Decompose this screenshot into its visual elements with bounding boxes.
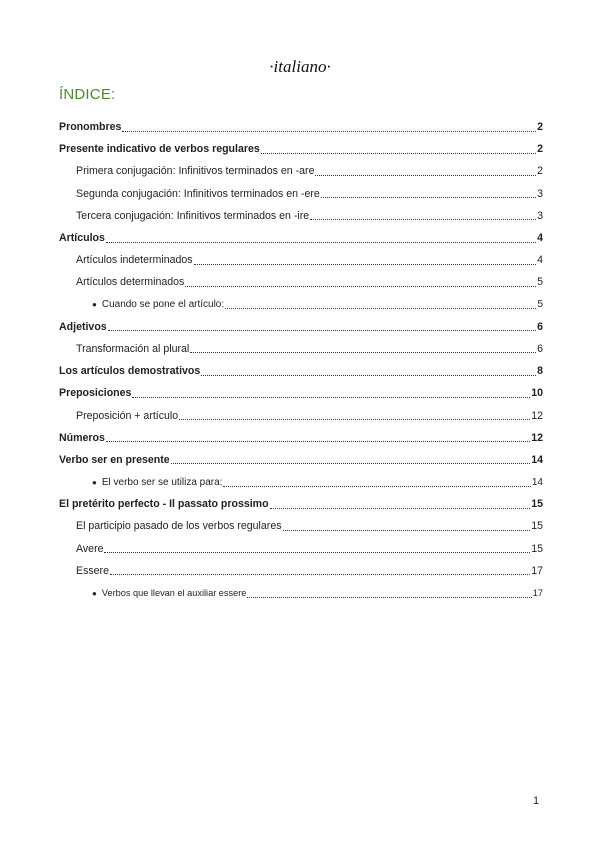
dot-leader <box>106 441 530 442</box>
toc-entry-page: 6 <box>537 320 543 333</box>
toc-entry-label: Verbo ser en presente <box>59 453 170 466</box>
toc-entry-label: Tercera conjugación: Infinitivos terminados en -ire <box>76 209 310 222</box>
toc-entry-page: 12 <box>531 409 543 422</box>
toc-entry-page: 4 <box>537 254 543 267</box>
toc-entry-label: Cuando se pone el artículo: <box>101 299 225 311</box>
index-heading: ÍNDICE: <box>59 86 116 103</box>
toc-entry-label: Primera conjugación: Infinitivos terminados en -are <box>76 165 315 178</box>
dot-leader <box>122 131 536 132</box>
toc-entry[interactable] <box>59 449 543 471</box>
page-number: 1 <box>533 795 540 807</box>
toc-entry[interactable] <box>59 338 543 360</box>
dot-leader <box>132 397 530 398</box>
toc-entry-label: Preposición + artículo <box>76 409 179 422</box>
toc-entry-label: Preposiciones <box>59 387 132 400</box>
toc-entry-page: 15 <box>531 498 543 511</box>
dot-leader <box>201 375 536 376</box>
toc-entry-page: 17 <box>531 564 543 577</box>
toc-entry[interactable] <box>59 382 543 404</box>
toc-entry-page: 15 <box>531 542 543 555</box>
toc-entry-page: 15 <box>531 520 543 533</box>
toc-entry[interactable] <box>59 538 543 560</box>
toc-entry[interactable] <box>59 205 543 227</box>
dot-leader <box>110 574 530 575</box>
dot-leader <box>283 530 531 531</box>
toc-entry-page: 5 <box>537 276 543 289</box>
toc-entry-page: 8 <box>537 365 543 378</box>
bullet-icon: ● <box>92 477 97 487</box>
dot-leader <box>108 330 536 331</box>
toc-entry-label: Números <box>59 431 105 444</box>
bullet-icon: ● <box>92 300 97 310</box>
toc-entry[interactable] <box>59 160 543 182</box>
table-of-contents <box>59 116 543 604</box>
toc-entry[interactable] <box>59 271 543 293</box>
toc-entry-page: 14 <box>531 453 543 466</box>
toc-entry[interactable] <box>59 471 543 493</box>
toc-entry-label: Pronombres <box>59 121 122 134</box>
toc-entry-label: Segunda conjugación: Infinitivos terminados en -ere <box>76 187 320 200</box>
toc-entry[interactable] <box>59 404 543 426</box>
toc-entry[interactable] <box>59 515 543 537</box>
toc-entry-label: Adjetivos <box>59 320 107 333</box>
toc-entry-label: Artículos determinados <box>76 276 185 289</box>
dot-leader <box>310 219 536 220</box>
toc-entry-page: 2 <box>537 143 543 156</box>
toc-entry[interactable] <box>59 427 543 449</box>
toc-entry[interactable] <box>59 560 543 582</box>
dot-leader <box>321 197 536 198</box>
toc-entry[interactable] <box>59 227 543 249</box>
dot-leader <box>223 486 530 487</box>
toc-entry-label: Avere <box>76 542 104 555</box>
dot-leader <box>185 286 536 287</box>
dot-leader <box>194 264 537 265</box>
toc-entry-label: Artículos indeterminados <box>76 254 193 267</box>
dot-leader <box>270 508 531 509</box>
toc-entry-page: 6 <box>537 342 543 355</box>
toc-entry[interactable] <box>59 138 543 160</box>
toc-entry-page: 17 <box>532 588 543 599</box>
dot-leader <box>171 463 531 464</box>
toc-entry[interactable] <box>59 294 543 316</box>
dot-leader <box>225 308 536 309</box>
toc-entry-page: 14 <box>531 476 543 488</box>
toc-entry[interactable] <box>59 493 543 515</box>
toc-entry[interactable] <box>59 249 543 271</box>
toc-entry-page: 10 <box>531 387 543 400</box>
toc-entry-label: Artículos <box>59 232 105 245</box>
toc-entry-page: 3 <box>537 187 543 200</box>
toc-entry-page: 5 <box>537 299 543 311</box>
toc-entry-label: El participio pasado de los verbos regulares <box>76 520 282 533</box>
bullet-icon: ● <box>92 588 97 598</box>
dot-leader <box>190 352 536 353</box>
dot-leader <box>106 242 536 243</box>
toc-entry-page: 2 <box>537 165 543 178</box>
dot-leader <box>315 175 536 176</box>
toc-entry-page: 4 <box>537 232 543 245</box>
toc-entry-label: El verbo ser se utiliza para: <box>101 476 223 488</box>
toc-entry-page: 12 <box>531 431 543 444</box>
document-title: ·italiano· <box>269 57 331 76</box>
dot-leader <box>179 419 530 420</box>
toc-entry-label: Essere <box>76 564 109 577</box>
toc-entry[interactable] <box>59 316 543 338</box>
toc-entry-label: Presente indicativo de verbos regulares <box>59 143 260 156</box>
toc-entry[interactable] <box>59 183 543 205</box>
toc-entry-page: 2 <box>537 121 543 134</box>
toc-entry-label: Transformación al plural <box>76 342 190 355</box>
toc-entry-page: 3 <box>537 209 543 222</box>
toc-entry[interactable] <box>59 360 543 382</box>
dot-leader <box>104 552 530 553</box>
toc-entry[interactable] <box>59 116 543 138</box>
toc-entry-label: Los artículos demostrativos <box>59 365 201 378</box>
toc-entry-label: Verbos que llevan el auxiliar essere <box>101 588 247 599</box>
toc-entry[interactable] <box>59 582 543 604</box>
dot-leader <box>261 153 536 154</box>
dot-leader <box>247 597 531 598</box>
toc-entry-label: El pretérito perfecto - Il passato prossimo <box>59 498 269 511</box>
